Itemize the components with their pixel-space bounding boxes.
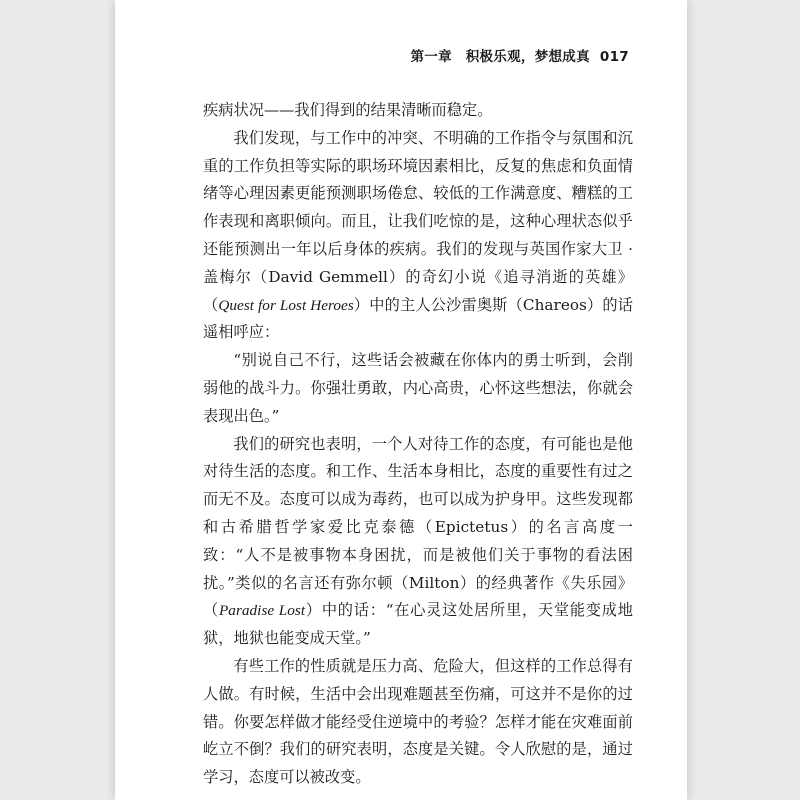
page-number: 017 xyxy=(599,49,629,65)
text-run: 我们发现，与工作中的冲突、不明确的工作指令与氛围和沉重的工作负担等实际的职场环境因素相比，反复的焦虑和负面情绪等心理因素更能预测职场倦怠、较低的工作满意度、糟糕的工作表现和离职倾向。而且，让我们吃惊的是，这种心理状态似乎还能预测出一年以后身体的疾病。我们的发现与英国作家大卫 · 盖梅尔（David Gemmell）的奇幻小说《追寻消逝的英雄》（ xyxy=(203,128,633,314)
italic-title: Paradise Lost xyxy=(218,602,306,620)
paragraph xyxy=(203,97,633,125)
book-page xyxy=(115,0,687,800)
text-run: 我们的研究也表明，一个人对待工作的态度，有可能也是他对待生活的态度。和工作、生活本身相比，态度的重要性有过之而无不及。态度可以成为毒药，也可以成为护身甲。这些发现都和古希腊哲学家爱比克泰德（Epictetus）的名言高度一致：“人不是被事物本身困扰，而是被他们关于事物的看法困扰。”类似的名言还有弥尔顿（Milton）的经典著作《失乐园》（ xyxy=(203,434,633,620)
paragraph xyxy=(203,347,633,430)
text-run: ）中的话：“在心灵这处居所里，天堂能变成地狱，地狱也能变成天堂。” xyxy=(203,601,633,648)
running-header xyxy=(411,45,630,65)
italic-title: Quest for Lost Heroes xyxy=(218,296,354,314)
paragraph xyxy=(203,431,633,653)
text-run: 有些工作的性质就是压力高、危险大，但这样的工作总得有人做。有时候，生活中会出现难题甚至伤痛，可这并不是你的过错。你要怎样做才能经受住逆境中的考验？怎样才能在灾难面前屹立不倒？我们的研究表明，态度是关键。令人欣慰的是，通过学习，态度可以被改变。 xyxy=(203,656,633,787)
text-run: 疾病状况——我们得到的结果清晰而稳定。 xyxy=(203,101,493,119)
paragraph xyxy=(203,653,633,792)
text-run: ）中的主人公沙雷奥斯（Chareos）的话遥相呼应： xyxy=(203,295,633,342)
text-run: “别说自己不行，这些话会被藏在你体内的勇士听到，会削弱他的战斗力。你强壮勇敢，内心高贵，心怀这些想法，你就会表现出色。” xyxy=(203,351,633,425)
paragraph xyxy=(203,125,633,347)
chapter-title: 第一章 积极乐观，梦想成真 xyxy=(410,49,590,65)
body-text xyxy=(203,97,633,792)
